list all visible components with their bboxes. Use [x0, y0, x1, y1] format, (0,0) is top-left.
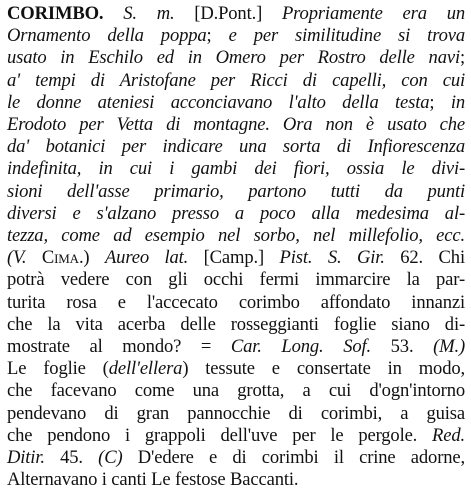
- italic-span: a' tempi di Aristofane per Ricci di capelli, con cui: [7, 69, 465, 91]
- text-span: ;: [206, 25, 229, 47]
- italic-span: usato in Eschilo ed in Omero per Rostro delle navi: [7, 47, 460, 69]
- text-span: pendevano di gran pannocchie di corimbi, a guisa: [7, 402, 465, 424]
- italic-span: in: [450, 91, 465, 113]
- italic-span: Ditir.: [7, 447, 45, 468]
- text-span: [103, 3, 123, 24]
- italic-span: sioni dell'asse primario, partono tutti da punti: [7, 180, 465, 202]
- italic-span: Propriamente era un: [281, 3, 465, 24]
- text-span: [Camp.]: [188, 247, 280, 269]
- text-span: che facevano come una grotta, a cui d'ogn'intorno: [7, 380, 465, 402]
- small-caps-span: Cima: [41, 247, 79, 269]
- text-span: [D.Pont.]: [174, 3, 282, 24]
- text-span: ) tessute e consertate in modo,: [182, 358, 465, 380]
- text-span: 62. Chi: [384, 247, 465, 269]
- italic-span: diversi e s'alzano presso a poco alla medesima al-: [7, 202, 465, 224]
- italic-span: S. m.: [123, 3, 175, 24]
- italic-span: (V.: [7, 247, 42, 269]
- italic-span: Red.: [432, 424, 465, 446]
- text-span: 45.: [44, 447, 99, 468]
- text-span: ;: [459, 47, 465, 69]
- text-span: D'edere e di corimbi il crine adorne,: [122, 447, 465, 468]
- italic-span: dell'ellera: [108, 358, 183, 380]
- italic-span: (M.): [433, 336, 466, 357]
- italic-span: Erodoto per Vetta di montagne. Ora non è usato che: [7, 114, 465, 135]
- italic-span: Ornamento della poppa: [7, 25, 207, 47]
- text-span: .): [78, 247, 105, 269]
- italic-span: le donne ateniesi acconciavano l'alto della testa: [7, 91, 430, 113]
- italic-span: (C): [98, 447, 123, 468]
- italic-span: Pist. S. Gir.: [279, 247, 385, 269]
- italic-span: Aureo lat.: [104, 247, 189, 269]
- text-span: che pendono i grappoli dell'uve per le pergole.: [7, 424, 433, 446]
- italic-span: da' botanici per indicare una sorta di Infiorescenza: [7, 136, 465, 158]
- text-span: 53.: [371, 336, 434, 357]
- text-span: Le foglie (: [7, 358, 109, 380]
- italic-span: e per similitudine si trova: [228, 25, 465, 47]
- text-span: potrà vedere con gli occhi fermi immarcire la par-: [7, 269, 465, 291]
- text-span: che la vita acerba delle rosseggianti foglie siano di-: [7, 313, 465, 335]
- italic-span: Car. Long. Sof.: [230, 336, 372, 357]
- italic-span: indefinita, in cui i gambi dei fiori, ossia le divi-: [7, 158, 465, 180]
- text-line-22: [7, 467, 465, 492]
- text-span: turita rosa e l'accecato corimbo affondato innanzi: [7, 291, 465, 313]
- headword: CORIMBO.: [7, 3, 104, 24]
- text-span: mostrate al mondo? =: [7, 336, 231, 357]
- text-span: ;: [429, 91, 451, 113]
- italic-span: tezza, come ad esempio nel sorbo, nel millefolio, ecc.: [7, 225, 465, 246]
- text-span: Alternavano i canti Le festose Baccanti.: [7, 469, 299, 491]
